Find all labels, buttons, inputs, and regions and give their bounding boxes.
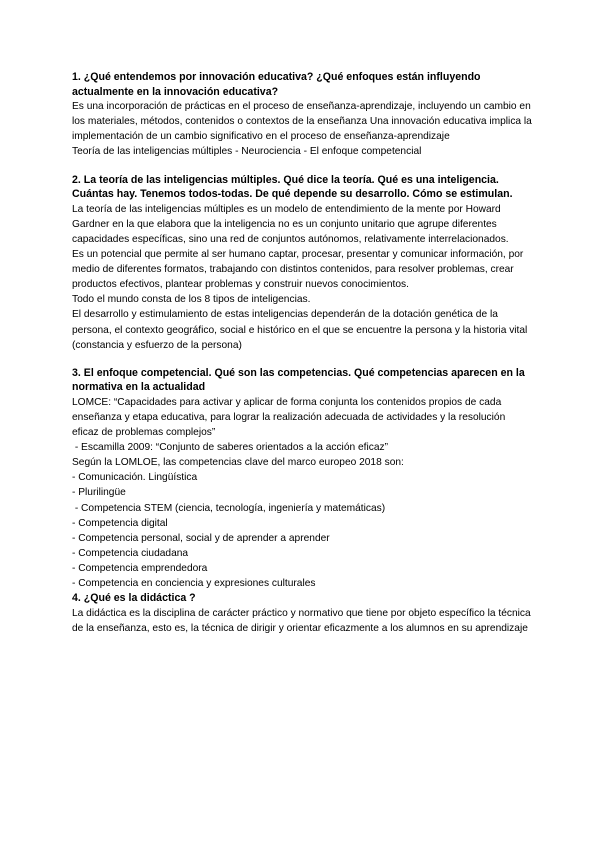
list-item: - Comunicación. Lingüística <box>72 472 198 484</box>
list-item: - Competencia emprendedora <box>72 562 208 574</box>
list-item: - Competencia STEM (ciencia, tecnología, ingeniería y matemáticas) <box>72 502 386 514</box>
paragraph: - Escamilla 2009: “Conjunto de saberes orientados a la acción eficaz” <box>72 442 388 454</box>
section-innovation <box>72 70 534 160</box>
list-item: - Competencia digital <box>72 517 168 529</box>
section-heading: 4. ¿Qué es la didáctica ? <box>72 592 196 605</box>
section-didactics <box>72 591 534 636</box>
section-heading: 2. La teoría de las inteligencias múltiples. Qué dice la teoría. Qué es una inteligencia. Cuántas hay. Tenemos todos-todas. De qué depende su desarrollo. Cómo se estimulan. <box>72 173 513 201</box>
list-item: - Competencia ciudadana <box>72 547 189 559</box>
list-item: - Plurilingüe <box>72 487 126 499</box>
paragraph: La teoría de las inteligencias múltiples es un modelo de entendimiento de la mente por Howard Gardner en la que elabora que la inteligencia no es un conjunto unitario que agrupe diferentes capacidades específicas, sino una red de conjuntos autónomos, relativamente interrelacionados. <box>72 203 509 245</box>
paragraph: LOMCE: “Capacidades para activar y aplicar de forma conjunta los contenidos propios de cada enseñanza y etapa educativa, para lograr la realización adecuada de actividades y la resolución eficaz de problemas complejos” <box>72 396 506 439</box>
paragraph: Teoría de las inteligencias múltiples - Neurociencia - El enfoque competencial <box>72 146 422 158</box>
paragraph: Es una incorporación de prácticas en el proceso de enseñanza-aprendizaje, incluyendo un cambio en los materiales, métodos, contenidos o contextos de la enseñanza Una innovación educativa implica la implementación de un cambio significativo en el proceso de enseñanza-aprendizaje <box>72 101 532 143</box>
paragraph: Todo el mundo consta de los 8 tipos de inteligencias. <box>72 294 311 306</box>
section-heading: 1. ¿Qué entendemos por innovación educativa? ¿Qué enfoques están influyendo actualmente en la innovación educativa? <box>72 71 481 98</box>
section-competencies <box>72 366 534 591</box>
list-item: - Competencia en conciencia y expresiones culturales <box>72 578 316 589</box>
paragraph: Es un potencial que permite al ser humano captar, procesar, presentar y comunicar información, por medio de diferentes formatos, trabajando con distintos contenidos, para resolver problemas, crear productos efectivos, plantear problemas y construir nuevos conocimientos. <box>72 249 524 291</box>
paragraph: Según la LOMLOE, las competencias clave del marco europeo 2018 son: <box>72 457 404 469</box>
document-body <box>72 70 534 649</box>
list-item: - Competencia personal, social y de aprender a aprender <box>72 532 330 544</box>
paragraph: La didáctica es la disciplina de carácter práctico y normativo que tiene por objeto específico la técnica de la enseñanza, esto es, la técnica de dirigir y orientar eficazmente a los alumnos en su aprendizaje <box>72 607 531 634</box>
paragraph: El desarrollo y estimulamiento de estas inteligencias dependerán de la dotación genética de la persona, el contexto geográfico, social e histórico en el que se encuentre la persona y la historia vital (constancia y esfuerzo de la persona) <box>72 309 528 351</box>
section-heading: 3. El enfoque competencial. Qué son las competencias. Qué competencias aparecen en la normativa en la actualidad <box>72 366 525 394</box>
section-multiple-intelligences <box>72 173 534 353</box>
